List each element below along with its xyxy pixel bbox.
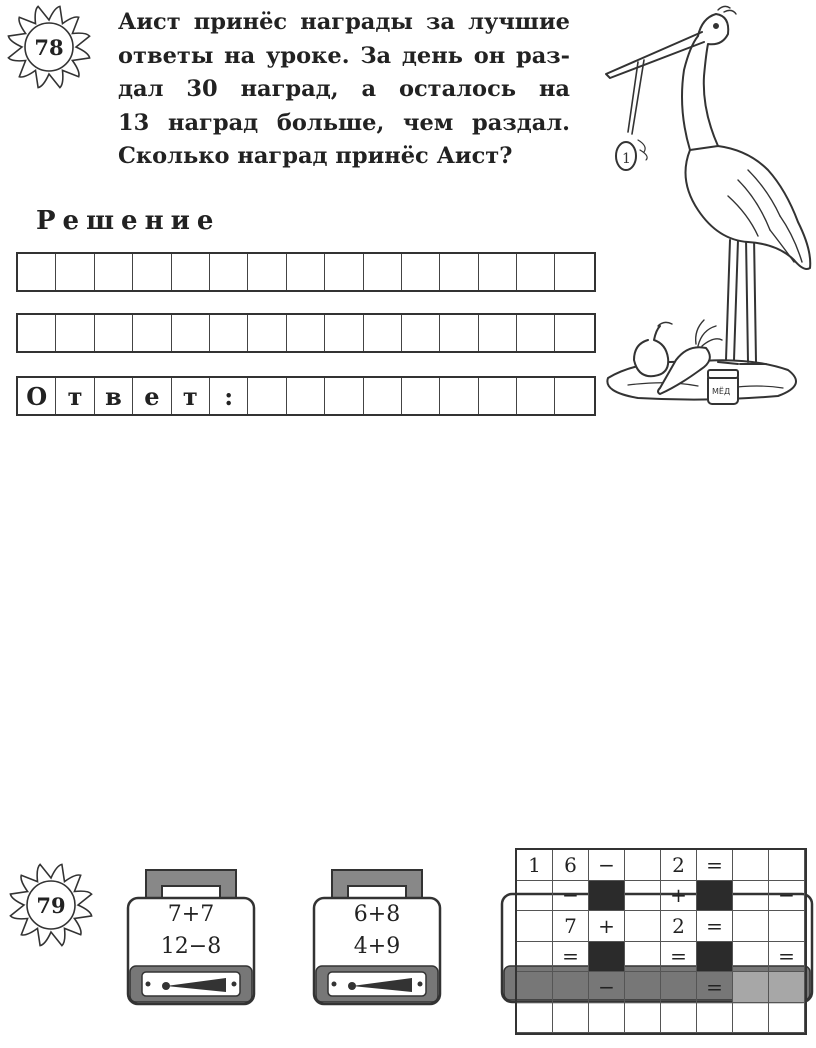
grid-cell[interactable]	[440, 378, 478, 414]
problem-number: 78	[34, 34, 64, 60]
answer-label-cell: т	[56, 378, 94, 414]
problem-78-badge	[4, 2, 94, 92]
grid-cell[interactable]	[364, 254, 402, 290]
grid-cell[interactable]	[248, 315, 286, 351]
keyboard-expression: 6+8	[353, 902, 401, 927]
medal-label: 1	[622, 151, 631, 167]
problem-78-text	[118, 6, 570, 174]
answer-grid[interactable]	[16, 376, 596, 416]
solution-grid-row-2[interactable]	[16, 313, 596, 353]
blocked-cell	[589, 942, 625, 973]
given-cell: =	[697, 911, 733, 942]
cross-number-puzzle[interactable]	[515, 848, 807, 1035]
grid-cell[interactable]	[287, 315, 325, 351]
grid-cell[interactable]	[555, 315, 593, 351]
grid-cell[interactable]	[479, 378, 517, 414]
grid-cell[interactable]	[18, 254, 56, 290]
grid-cell[interactable]	[402, 378, 440, 414]
jar-label: МЁД	[712, 387, 731, 396]
given-cell: =	[661, 942, 697, 973]
blocked-cell	[589, 881, 625, 912]
given-cell: =	[697, 850, 733, 881]
given-cell: −	[589, 850, 625, 881]
empty-cell[interactable]	[517, 942, 553, 973]
calculator-card-1	[126, 866, 256, 1006]
grid-cell[interactable]	[287, 254, 325, 290]
grid-cell[interactable]	[325, 315, 363, 351]
given-cell: =	[769, 942, 805, 973]
grid-cell[interactable]	[287, 378, 325, 414]
grid-cell[interactable]	[172, 315, 210, 351]
keyboard-expression: 7+7	[167, 902, 215, 927]
given-cell: 1	[517, 850, 553, 881]
blocked-cell	[697, 942, 733, 973]
grid-cell[interactable]	[95, 254, 133, 290]
given-cell: =	[553, 942, 589, 973]
grid-cell[interactable]	[248, 254, 286, 290]
answer-label-cell: О	[18, 378, 56, 414]
grid-cell[interactable]	[364, 378, 402, 414]
grid-cell[interactable]	[517, 315, 555, 351]
answer-cell[interactable]	[769, 972, 805, 1003]
empty-cell[interactable]	[769, 911, 805, 942]
empty-cell[interactable]	[517, 972, 553, 1003]
given-cell: −	[553, 881, 589, 912]
given-cell: =	[697, 972, 733, 1003]
grid-cell[interactable]	[133, 254, 171, 290]
grid-cell[interactable]	[402, 315, 440, 351]
empty-cell[interactable]	[733, 942, 769, 973]
empty-cell[interactable]	[661, 972, 697, 1003]
problem-79-badge	[6, 860, 96, 950]
empty-cell[interactable]	[697, 1003, 733, 1034]
grid-cell[interactable]	[18, 315, 56, 351]
empty-cell[interactable]	[625, 850, 661, 881]
grid-cell[interactable]	[248, 378, 286, 414]
grid-cell[interactable]	[364, 315, 402, 351]
solution-heading: Решение	[36, 206, 221, 236]
empty-cell[interactable]	[733, 1003, 769, 1034]
empty-cell[interactable]	[625, 911, 661, 942]
grid-cell[interactable]	[325, 378, 363, 414]
grid-cell[interactable]	[440, 315, 478, 351]
problem-line: Аист принёс награды за лучшие	[118, 9, 570, 35]
given-cell: +	[661, 881, 697, 912]
solution-grid-row-1[interactable]	[16, 252, 596, 292]
problem-number: 79	[36, 892, 66, 918]
problem-line: ответы на уроке. За день он раз-	[118, 42, 570, 69]
answer-label-cell: т	[172, 378, 210, 414]
answer-label-cell: :	[210, 378, 248, 414]
empty-cell[interactable]	[553, 1003, 589, 1034]
grid-cell[interactable]	[325, 254, 363, 290]
answer-label-cell: е	[133, 378, 171, 414]
grid-cell[interactable]	[517, 378, 555, 414]
empty-cell[interactable]	[769, 1003, 805, 1034]
grid-cell[interactable]	[479, 254, 517, 290]
grid-cell[interactable]	[555, 254, 593, 290]
calculator-card-2	[312, 866, 442, 1006]
empty-cell[interactable]	[625, 881, 661, 912]
empty-cell[interactable]	[661, 1003, 697, 1034]
given-cell: −	[769, 881, 805, 912]
problem-line: дал 30 наград, а осталось на	[118, 76, 570, 102]
empty-cell[interactable]	[769, 850, 805, 881]
empty-cell[interactable]	[553, 972, 589, 1003]
empty-cell[interactable]	[517, 1003, 553, 1034]
keyboard-expression: 4+9	[353, 934, 401, 959]
grid-cell[interactable]	[479, 315, 517, 351]
empty-cell[interactable]	[517, 911, 553, 942]
grid-cell[interactable]	[210, 254, 248, 290]
answer-label-cell: в	[95, 378, 133, 414]
grid-cell[interactable]	[172, 254, 210, 290]
given-cell: 2	[661, 850, 697, 881]
empty-cell[interactable]	[517, 881, 553, 912]
given-cell: +	[589, 911, 625, 942]
empty-cell[interactable]	[733, 911, 769, 942]
blocked-cell	[697, 881, 733, 912]
given-cell: 6	[553, 850, 589, 881]
keyboard-expression: 12−8	[160, 934, 222, 959]
grid-cell[interactable]	[56, 254, 94, 290]
grid-cell[interactable]	[133, 315, 171, 351]
empty-cell[interactable]	[625, 972, 661, 1003]
grid-cell[interactable]	[95, 315, 133, 351]
problem-line: Сколько наград принёс Аист?	[118, 143, 513, 169]
grid-cell[interactable]	[517, 254, 555, 290]
grid-cell[interactable]	[555, 378, 593, 414]
empty-cell[interactable]	[589, 1003, 625, 1034]
grid-cell[interactable]	[440, 254, 478, 290]
stork-illustration	[598, 0, 816, 410]
answer-cell[interactable]	[733, 972, 769, 1003]
empty-cell[interactable]	[625, 942, 661, 973]
grid-cell[interactable]	[56, 315, 94, 351]
given-cell: 2	[661, 911, 697, 942]
given-cell: 7	[553, 911, 589, 942]
given-cell: −	[589, 972, 625, 1003]
grid-cell[interactable]	[210, 315, 248, 351]
empty-cell[interactable]	[733, 850, 769, 881]
empty-cell[interactable]	[625, 1003, 661, 1034]
empty-cell[interactable]	[733, 881, 769, 912]
grid-cell[interactable]	[402, 254, 440, 290]
problem-line: 13 наград больше, чем раздал.	[118, 109, 570, 136]
